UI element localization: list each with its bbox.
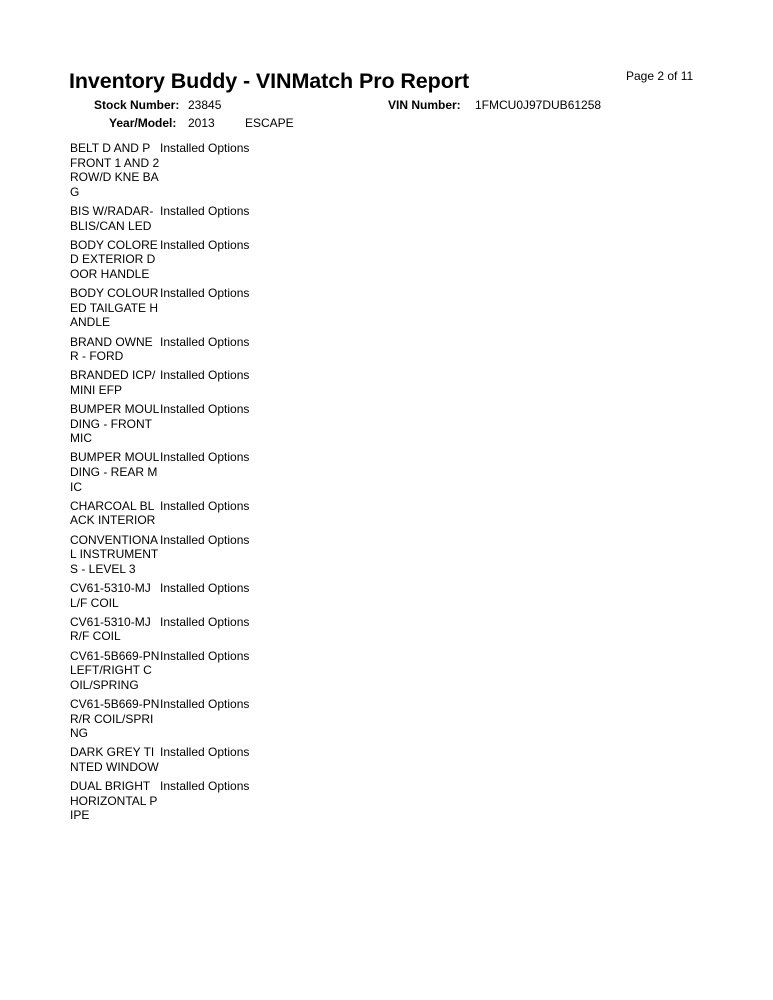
option-category: Installed Options [160,580,250,595]
stock-number-value: 23845 [188,98,222,112]
option-row [70,615,330,644]
vin-label: VIN Number: [388,98,461,112]
option-category: Installed Options [160,745,250,760]
option-row [70,649,330,693]
option-category: Installed Options [160,498,250,513]
option-name: BUMPER MOULDING - FRONT MIC [70,402,160,446]
option-name: CONVENTIONAL INSTRUMENTS - LEVEL 3 [70,532,159,576]
option-category: Installed Options [160,368,250,383]
option-row [70,779,330,823]
option-category: Installed Options [160,779,250,794]
option-name: CV61-5B669-PN R/R COIL/SPRING [70,696,160,741]
option-category: Installed Options [160,286,250,301]
option-row [70,238,330,282]
option-name: BODY COLORED EXTERIOR DOOR HANDLE [70,237,158,281]
stock-number-label: Stock Number: [94,98,180,112]
option-name: CHARCOAL BLACK INTERIOR [70,498,156,528]
option-name: BELT D AND P FRONT 1 AND 2 ROW/D KNE BAG [70,141,160,199]
option-category: Installed Options [160,532,250,547]
report-title: Inventory Buddy - VINMatch Pro Report [69,69,470,93]
option-row [70,335,330,364]
option-category: Installed Options [160,450,250,465]
installed-options-list [70,141,330,827]
option-category: Installed Options [160,334,250,349]
option-name: DARK GREY TINTED WINDOW [70,745,159,774]
option-row [70,368,330,397]
option-row [70,499,330,528]
option-category: Installed Options [160,648,250,663]
option-category: Installed Options [160,237,250,252]
option-name: DUAL BRIGHT HORIZONTAL PIPE [70,779,158,823]
option-name: BIS W/RADAR-BLIS/CAN LED [70,203,154,233]
option-name: CV61-5310-MJ L/F COIL [70,580,151,610]
option-row [70,533,330,577]
option-row [70,581,330,610]
page-number: Page 2 of 11 [626,69,694,83]
year-model-label: Year/Model: [109,116,177,130]
option-row [70,697,330,741]
option-row [70,141,330,199]
option-row [70,745,330,774]
model-value: ESCAPE [245,116,294,130]
option-category: Installed Options [160,614,250,629]
option-category: Installed Options [160,696,250,711]
option-category: Installed Options [160,141,250,155]
option-category: Installed Options [160,402,250,417]
option-row [70,402,330,446]
option-name: CV61-5310-MJ R/F COIL [70,614,151,644]
option-row [70,286,330,330]
option-name: BRANDED ICP/MINI EFP [70,368,156,397]
option-name: BRAND OWNER - FORD [70,334,153,364]
option-name: BUMPER MOULDING - REAR MIC [70,450,160,494]
option-name: CV61-5B669-PN LEFT/RIGHT COIL/SPRING [70,648,160,692]
option-category: Installed Options [160,203,250,218]
option-row [70,204,330,233]
year-value: 2013 [188,116,215,130]
vin-value: 1FMCU0J97DUB61258 [475,98,602,112]
option-row [70,450,330,494]
option-name: BODY COLOURED TAILGATE HANDLE [70,286,159,330]
